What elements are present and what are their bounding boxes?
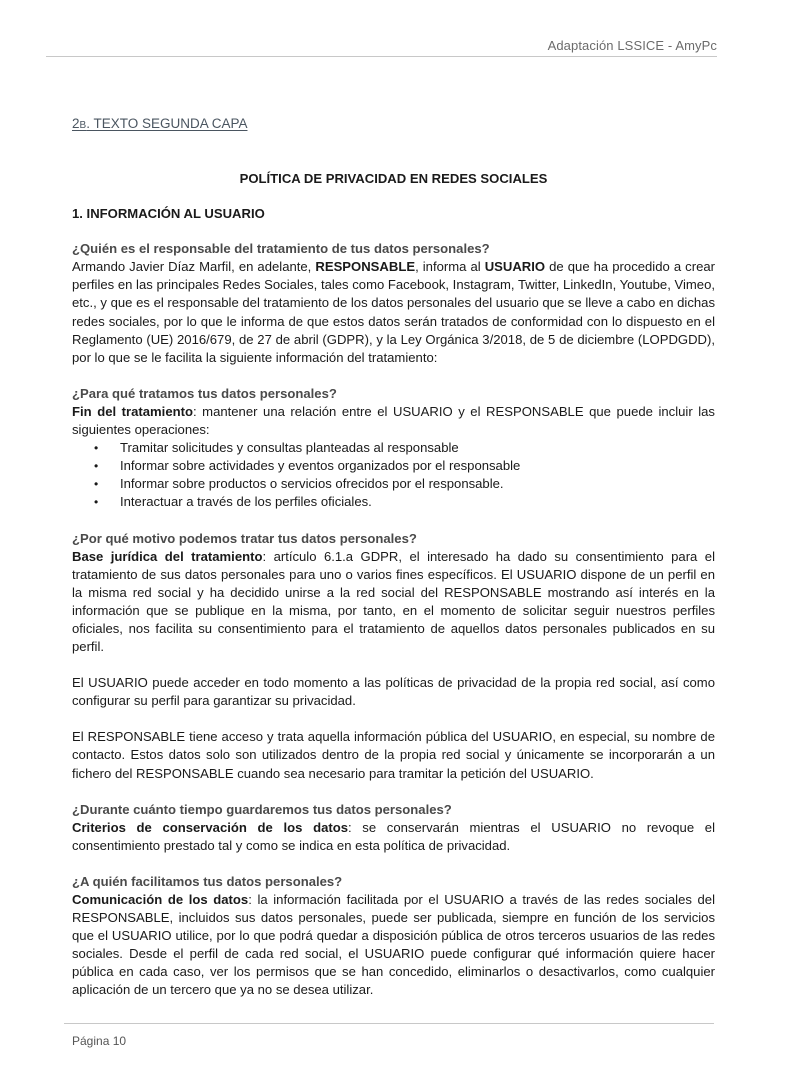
list-item — [94, 457, 715, 475]
header-divider — [46, 56, 717, 57]
list-item-text: Interactuar a través de los perfiles oficiales. — [120, 494, 372, 510]
text: : se conservarán mientras el USUARIO no revoque el consentimiento prestado tal y como se indica en esta política de privacidad. — [72, 819, 715, 853]
question-responsable: ¿Quién es el responsable del tratamiento de tus datos personales? — [72, 241, 490, 257]
label-base-juridica: Base jurídica del tratamiento — [72, 548, 263, 564]
section-legitimacion — [72, 530, 715, 657]
text: de que ha procedido a crear perfiles en las principales Redes Sociales, tales como Facebook, Instagram, Twitter, LinkedIn, Youtube, Vimeo, etc., y que es el responsable del tratamiento de los datos personales del usuario que se lleve a cabo en dichas redes sociales, por lo que le informa de que estos datos serán tratados de conformidad con lo dispuesto en el Reglamento (UE) 2016/679, de 27 de abril (GDPR), y la Ley Orgánica 3/2018, de 5 de diciembre (LOPDGDD), por lo que se le facilita la siguiente información del tratamiento: — [72, 259, 715, 365]
question-comunicacion: ¿A quién facilitamos tus datos personales? — [72, 873, 343, 889]
heading-informacion-usuario: 1. INFORMACIÓN AL USUARIO — [72, 206, 265, 222]
bullet-icon: • — [94, 441, 99, 456]
document-title: POLÍTICA DE PRIVACIDAD EN REDES SOCIALES — [239, 171, 548, 186]
list-item-text: Informar sobre productos o servicios ofrecidos por el responsable. — [120, 476, 504, 492]
section-label — [72, 116, 247, 131]
text: : mantener una relación entre el USUARIO y el RESPONSABLE que puede incluir las siguientes operaciones: — [72, 403, 715, 438]
bullet-icon: • — [94, 477, 99, 492]
bullet-icon: • — [94, 459, 99, 474]
document-body — [72, 170, 715, 1018]
label-comunicacion-datos: Comunicación de los datos — [72, 892, 249, 907]
section-finalidad — [72, 385, 715, 512]
section-label-text: . TEXTO SEGUNDA CAPA — [86, 116, 248, 131]
label-fin-tratamiento: Fin del tratamiento — [72, 403, 193, 419]
text: El RESPONSABLE tiene acceso y trata aquella información pública del USUARIO, en especial, su nombre de contacto. Estos datos solo son utilizados dentro de la propia red social y únicamente se incorporarán a un fichero del RESPONSABLE cuando sea necesario para tramitar la petición del USUARIO. — [72, 729, 715, 781]
paragraph-acceso-responsable — [72, 728, 715, 782]
footer-divider — [64, 1023, 714, 1024]
section-letter: B — [79, 120, 87, 131]
list-item-text: Tramitar solicitudes y consultas planteadas al responsable — [120, 440, 459, 456]
paragraph-responsable — [72, 258, 715, 367]
paragraph-finalidad — [72, 403, 715, 439]
page-header-title: Adaptación LSSICE - AmyPc — [547, 38, 717, 53]
paragraph-politicas-red-social — [72, 674, 715, 710]
text: Armando Javier Díaz Marfil, en adelante, — [72, 259, 316, 275]
section-conservacion — [72, 801, 715, 855]
question-conservacion: ¿Durante cuánto tiempo guardaremos tus datos personales? — [72, 801, 452, 817]
section-number: 2 — [72, 116, 80, 131]
bold-responsable: RESPONSABLE — [315, 259, 416, 275]
list-item-text: Informar sobre actividades y eventos organizados por el responsable — [120, 458, 521, 474]
text: El USUARIO puede acceder en todo momento a las políticas de privacidad de la propia red social, así como configurar su perfil para garantizar su privacidad. — [72, 675, 715, 709]
list-item — [94, 475, 715, 493]
section-responsable — [72, 240, 715, 367]
question-finalidad: ¿Para qué tratamos tus datos personales? — [72, 385, 337, 401]
text: , informa al — [415, 259, 485, 275]
paragraph-comunicacion — [72, 891, 715, 1000]
list-item — [94, 439, 715, 457]
question-legitimacion: ¿Por qué motivo podemos tratar tus datos personales? — [72, 530, 417, 546]
text: : artículo 6.1.a GDPR, el interesado ha dado su consentimiento para el tratamiento de sus datos personales para uno o varios fines específicos. El USUARIO dispone de un perfil en la misma red social y ha decidido unirse a la red social del RESPONSABLE mostrando así interés en la información que se publique en la misma, por tanto, en el momento de solicitar seguir nuestros perfiles oficiales, nos facilita su consentimiento para el tratamiento de aquellos datos personales publicados en su perfil. — [72, 548, 715, 655]
operations-list — [72, 439, 715, 511]
bullet-icon: • — [94, 495, 99, 510]
paragraph-base-juridica — [72, 548, 715, 657]
bold-usuario: USUARIO — [484, 259, 546, 275]
section-comunicacion — [72, 873, 715, 1000]
label-criterios-conservacion: Criterios de conservación de los datos — [72, 819, 348, 835]
page-number: Página 10 — [72, 1034, 127, 1048]
text: : la información facilitada por el USUARIO a través de las redes sociales del RESPONSABLE, incluidos sus datos personales, puede ser publicada, siempre en función de los servicios que el USUARIO utilice, por lo que podrá quedar a disposición pública de otros terceros usuarios de las redes sociales. Desde el perfil de cada red social, el USUARIO puede configurar qué información quiere hacer pública en cada caso, ver los permisos que se han concedido, eliminarlos o desactivarlos, como cualquier aplicación de un tercero que ya no se desea utilizar. — [72, 892, 715, 998]
list-item — [94, 493, 715, 511]
paragraph-conservacion — [72, 819, 715, 855]
